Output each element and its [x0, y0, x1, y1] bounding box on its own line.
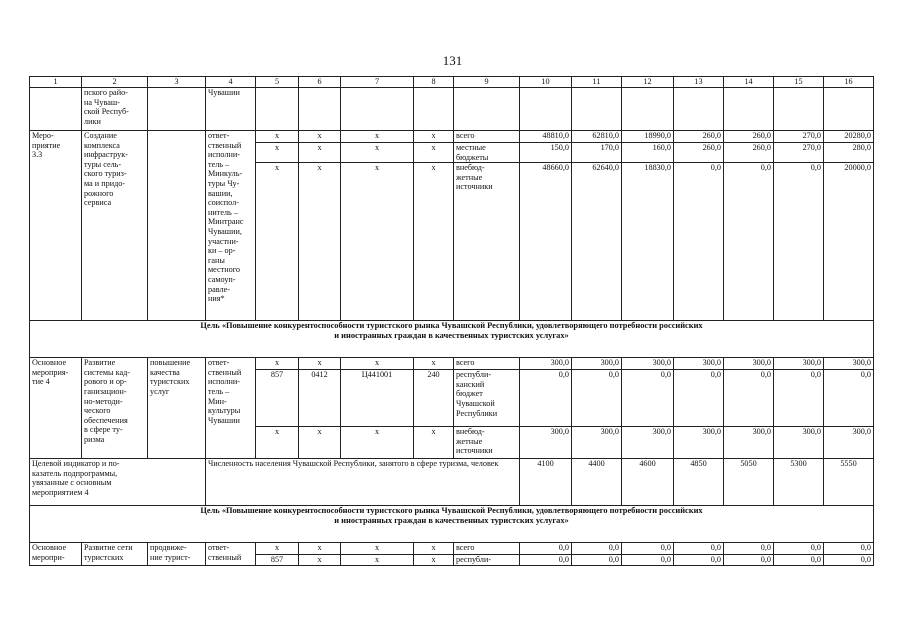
activity-3-3-row	[30, 131, 874, 143]
amount-cell: 260,0	[674, 131, 724, 143]
activity-number: Основное меропри-	[30, 543, 82, 566]
activity-number: Основное мероприя- тие 4	[30, 358, 82, 459]
amount-cell: 280,0	[824, 143, 874, 163]
target-article-code: х	[341, 543, 414, 555]
amount-cell: 300,0	[622, 358, 674, 370]
expense-type-code: х	[414, 358, 454, 370]
main-activity-4-row	[30, 358, 874, 370]
indicator-label: Целевой индикатор и по- казатель подпрограммы, увязанные с основным мероприятием 4	[30, 459, 206, 506]
amount-cell: 0,0	[724, 543, 774, 555]
indicator-value: 4850	[674, 459, 724, 506]
responsible-executor: ответ- ственный	[206, 543, 256, 566]
amount-cell: 0,0	[622, 555, 674, 566]
amount-cell: 0,0	[774, 163, 824, 321]
section-code: х	[299, 143, 341, 163]
activity-goal	[148, 131, 206, 321]
amount-cell: 0,0	[724, 370, 774, 427]
activity-goal: продвиже- ние турист-	[148, 543, 206, 566]
header-cell: 3	[148, 77, 206, 88]
amount-cell: 0,0	[674, 163, 724, 321]
section-code: х	[299, 163, 341, 321]
expense-type-code: х	[414, 427, 454, 459]
section-code: х	[299, 131, 341, 143]
amount-cell: 18990,0	[622, 131, 674, 143]
budget-table	[29, 76, 874, 566]
expense-type-code: х	[414, 143, 454, 163]
expense-type-code: х	[414, 555, 454, 566]
indicator-value: 5550	[824, 459, 874, 506]
section-code: 0412	[299, 370, 341, 427]
funding-source: местные бюджеты	[454, 143, 520, 163]
amount-cell: 300,0	[824, 427, 874, 459]
target-article-code: х	[341, 163, 414, 321]
amount-cell: 0,0	[572, 370, 622, 427]
amount-cell: 0,0	[572, 555, 622, 566]
amount-cell: 0,0	[674, 543, 724, 555]
target-article-code: х	[341, 358, 414, 370]
amount-cell: 300,0	[774, 427, 824, 459]
indicator-value: 5050	[724, 459, 774, 506]
cell	[414, 88, 454, 131]
grbs-code: х	[256, 143, 299, 163]
amount-cell: 48810,0	[520, 131, 572, 143]
target-article-code: х	[341, 131, 414, 143]
amount-cell: 0,0	[622, 543, 674, 555]
cell: Чувашии	[206, 88, 256, 131]
amount-cell: 0,0	[622, 370, 674, 427]
indicator-text: Численность населения Чувашской Республики, занятого в сфере туризма, человек	[206, 459, 520, 506]
funding-source: всего	[454, 131, 520, 143]
cell	[622, 88, 674, 131]
amount-cell: 270,0	[774, 131, 824, 143]
grbs-code: х	[256, 543, 299, 555]
header-cell: 16	[824, 77, 874, 88]
target-article-code: х	[341, 143, 414, 163]
header-cell: 12	[622, 77, 674, 88]
continuation-row	[30, 88, 874, 131]
header-cell: 10	[520, 77, 572, 88]
amount-cell: 170,0	[572, 143, 622, 163]
activity-name: Создание комплекса инфраструк- туры сель- ского туриз- ма и придо- рожного сервиса	[82, 131, 148, 321]
header-cell: 13	[674, 77, 724, 88]
cell	[774, 88, 824, 131]
cell	[299, 88, 341, 131]
cell	[824, 88, 874, 131]
amount-cell: 0,0	[724, 555, 774, 566]
target-article-code: х	[341, 427, 414, 459]
cell	[520, 88, 572, 131]
header-cell: 4	[206, 77, 256, 88]
header-cell: 14	[724, 77, 774, 88]
header-cell: 15	[774, 77, 824, 88]
main-activity-5-row	[30, 543, 874, 555]
activity-name: Развитие сети туристских	[82, 543, 148, 566]
funding-source: республи-	[454, 555, 520, 566]
responsible-executor: ответ- ственный исполни- тель – Мин- культуры Чувашии	[206, 358, 256, 459]
cell	[674, 88, 724, 131]
header-cell: 2	[82, 77, 148, 88]
amount-cell: 300,0	[724, 358, 774, 370]
funding-source: республи- канский бюджет Чувашской Республики	[454, 370, 520, 427]
amount-cell: 300,0	[824, 358, 874, 370]
activity-number: Меро- приятие 3.3	[30, 131, 82, 321]
funding-source: всего	[454, 543, 520, 555]
section-code: х	[299, 543, 341, 555]
indicator-row	[30, 459, 874, 506]
amount-cell: 0,0	[824, 543, 874, 555]
goal-row	[30, 321, 874, 358]
amount-cell: 300,0	[674, 358, 724, 370]
goal-heading: Цель «Повышение конкурентоспособности туристского рынка Чувашской Республики, удовлетворяющего потребности российских и иностранных граждан в качественных туристских услугах»	[30, 321, 874, 358]
target-article-code: х	[341, 555, 414, 566]
expense-type-code: 240	[414, 370, 454, 427]
amount-cell: 20280,0	[824, 131, 874, 143]
amount-cell: 260,0	[674, 143, 724, 163]
goal-row	[30, 506, 874, 543]
amount-cell: 0,0	[674, 370, 724, 427]
amount-cell: 0,0	[674, 555, 724, 566]
section-code: х	[299, 427, 341, 459]
amount-cell: 0,0	[824, 555, 874, 566]
amount-cell: 150,0	[520, 143, 572, 163]
goal-heading: Цель «Повышение конкурентоспособности туристского рынка Чувашской Республики, удовлетворяющего потребности российских и иностранных граждан в качественных туристских услугах»	[30, 506, 874, 543]
indicator-value: 4600	[622, 459, 674, 506]
amount-cell: 260,0	[724, 143, 774, 163]
cell	[256, 88, 299, 131]
amount-cell: 300,0	[572, 358, 622, 370]
amount-cell: 160,0	[622, 143, 674, 163]
amount-cell: 62640,0	[572, 163, 622, 321]
amount-cell: 48660,0	[520, 163, 572, 321]
header-cell: 9	[454, 77, 520, 88]
section-code: х	[299, 555, 341, 566]
amount-cell: 300,0	[622, 427, 674, 459]
header-cell: 11	[572, 77, 622, 88]
expense-type-code: х	[414, 131, 454, 143]
header-row	[30, 77, 874, 88]
amount-cell: 62810,0	[572, 131, 622, 143]
grbs-code: 857	[256, 370, 299, 427]
amount-cell: 270,0	[774, 143, 824, 163]
cell: пского райо- на Чуваш- ской Респуб- лики	[82, 88, 148, 131]
grbs-code: х	[256, 131, 299, 143]
header-cell: 1	[30, 77, 82, 88]
expense-type-code: х	[414, 163, 454, 321]
activity-goal: повышение качества туристских услуг	[148, 358, 206, 459]
page-number: 131	[442, 53, 463, 68]
target-article-code: Ц441001	[341, 370, 414, 427]
amount-cell: 0,0	[774, 555, 824, 566]
amount-cell: 0,0	[774, 543, 824, 555]
responsible-executor: ответ- ственный исполни- тель – Минкуль- туры Чу- вашии, соиспол- нитель – Минтранс Чувашии, участни- ки – ор- ганы местного самоуп- равле- ния*	[206, 131, 256, 321]
grbs-code: 857	[256, 555, 299, 566]
amount-cell: 300,0	[724, 427, 774, 459]
indicator-value: 4400	[572, 459, 622, 506]
grbs-code: х	[256, 427, 299, 459]
amount-cell: 18830,0	[622, 163, 674, 321]
amount-cell: 300,0	[774, 358, 824, 370]
amount-cell: 20000,0	[824, 163, 874, 321]
indicator-value: 5300	[774, 459, 824, 506]
table-body	[30, 77, 874, 566]
header-cell: 7	[341, 77, 414, 88]
funding-source: всего	[454, 358, 520, 370]
activity-name: Развитие системы кад- рового и ор- ганизацион- но-методи- ческого обеспечения в сфере ту- ризма	[82, 358, 148, 459]
cell	[724, 88, 774, 131]
amount-cell: 0,0	[824, 370, 874, 427]
grbs-code: х	[256, 163, 299, 321]
amount-cell: 0,0	[520, 370, 572, 427]
section-code: х	[299, 358, 341, 370]
indicator-value: 4100	[520, 459, 572, 506]
cell	[572, 88, 622, 131]
amount-cell: 300,0	[572, 427, 622, 459]
amount-cell: 0,0	[520, 555, 572, 566]
amount-cell: 0,0	[572, 543, 622, 555]
expense-type-code: х	[414, 543, 454, 555]
funding-source: внебюд- жетные источники	[454, 427, 520, 459]
cell	[30, 88, 82, 131]
header-cell: 5	[256, 77, 299, 88]
header-cell: 8	[414, 77, 454, 88]
amount-cell: 260,0	[724, 131, 774, 143]
cell	[341, 88, 414, 131]
amount-cell: 300,0	[520, 358, 572, 370]
funding-source: внебюд- жетные источники	[454, 163, 520, 321]
amount-cell: 300,0	[674, 427, 724, 459]
grbs-code: х	[256, 358, 299, 370]
cell	[454, 88, 520, 131]
header-cell: 6	[299, 77, 341, 88]
amount-cell: 300,0	[520, 427, 572, 459]
amount-cell: 0,0	[724, 163, 774, 321]
amount-cell: 0,0	[774, 370, 824, 427]
cell	[148, 88, 206, 131]
amount-cell: 0,0	[520, 543, 572, 555]
